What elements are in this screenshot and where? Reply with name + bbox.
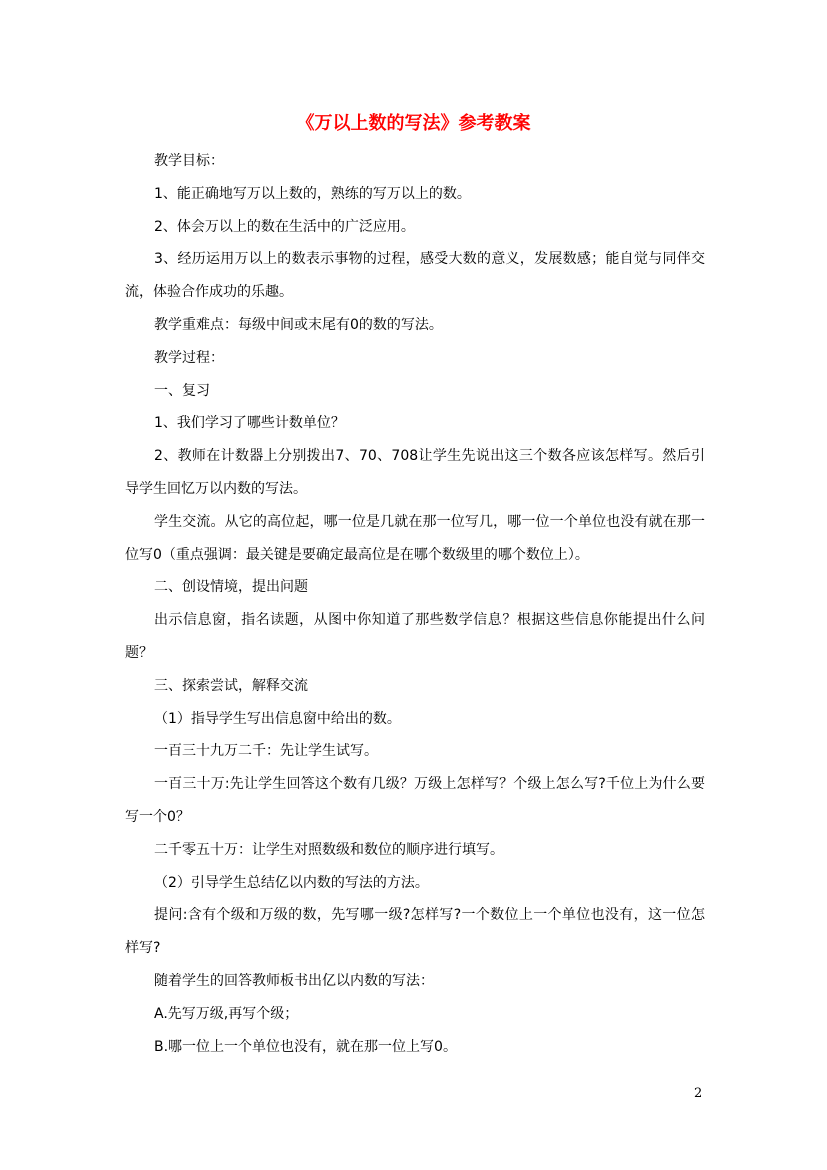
paragraph-student-exchange: 学生交流。从它的高位起，哪一位是几就在那一位写几，哪一位一个单位也没有就在那一位写0（重点强调：最关键是要确定最高位是在哪个数级里的哪个数位上）。 — [125, 513, 705, 563]
paragraph-info-window: 出示信息窗，指名读题，从图中你知道了那些数学信息？根据这些信息你能提出什么问题？ — [125, 612, 705, 661]
paragraph-question: 提问:含有个级和万级的数，先写哪一级?怎样写?一个数位上一个单位也没有，这一位怎样写? — [125, 907, 705, 957]
paragraph-number-2: 一百三十万:先让学生回答这个数有几级？万级上怎样写？个级上怎么写?千位上为什么要写一个0？ — [125, 776, 705, 825]
page-number: 2 — [694, 1086, 703, 1101]
paragraph-explore-2: （2）引导学生总结亿以内数的写法的方法。 — [154, 874, 429, 891]
paragraph-number-3: 二千零五十万：让学生对照数级和数位的顺序进行填写。 — [154, 841, 504, 858]
paragraph-review-1: 1、我们学习了哪些计数单位？ — [154, 415, 345, 432]
paragraph-explore-1: （1）指导学生写出信息窗中给出的数。 — [154, 710, 401, 727]
paragraph-process-heading: 教学过程： — [154, 349, 224, 366]
paragraph-rule-b: B.哪一位上一个单位也没有，就在那一位上写0。 — [154, 1038, 457, 1055]
paragraph-section-explore: 三、探索尝试，解释交流 — [154, 677, 308, 694]
paragraph-objectives-heading: 教学目标： — [154, 153, 224, 169]
paragraph-section-review: 一、复习 — [154, 382, 210, 399]
paragraph-objective-3: 3、经历运用万以上的数表示事物的过程，感受大数的意义，发展数感；能自觉与同伴交流，体验合作成功的乐趣。 — [125, 251, 705, 301]
document-body — [125, 145, 705, 1063]
document-title: 《万以上数的写法》参考教案 — [296, 113, 531, 134]
paragraph-objective-2: 2、体会万以上的数在生活中的广泛应用。 — [154, 218, 415, 235]
paragraph-rule-a: A.先写万级,再写个级； — [154, 1005, 299, 1022]
paragraph-board-intro: 随着学生的回答教师板书出亿以内数的写法： — [154, 972, 434, 989]
paragraph-number-1: 一百三十九万二千：先让学生试写。 — [154, 743, 378, 760]
paragraph-section-situation: 二、创设情境，提出问题 — [154, 579, 308, 596]
paragraph-review-2: 2、教师在计数器上分别拨出7、70、708让学生先说出这三个数各应该怎样写。然后引导学生回忆万以内数的写法。 — [125, 448, 705, 497]
paragraph-objective-1: 1、能正确地写万以上数的，熟练的写万以上的数。 — [154, 185, 471, 202]
paragraph-key-points: 教学重难点：每级中间或末尾有0的数的写法。 — [154, 316, 443, 333]
